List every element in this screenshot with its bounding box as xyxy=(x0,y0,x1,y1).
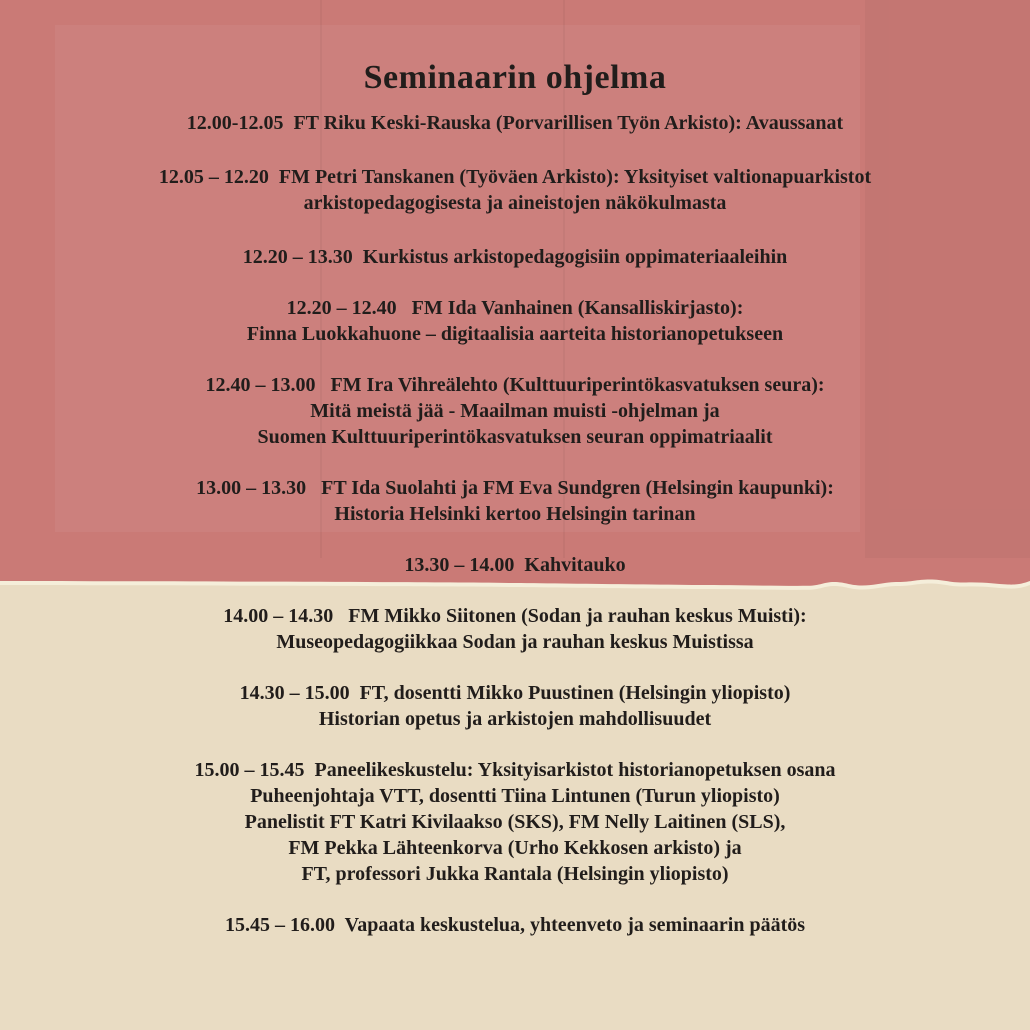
session-line: FM Pekka Lähteenkorva (Urho Kekkosen arkisto) ja xyxy=(288,837,742,859)
session-line: Historia Helsinki kertoo Helsingin tarinan xyxy=(334,503,696,525)
session-line: 12.05 – 12.20 FM Petri Tanskanen (Työväen Arkisto): Yksityiset valtionapuarkistot xyxy=(158,166,872,188)
session-line: Puheenjohtaja VTT, dosentti Tiina Lintunen (Turun yliopisto) xyxy=(250,785,780,807)
session-line: Historian opetus ja arkistojen mahdollisuudet xyxy=(318,708,712,730)
session-line: Panelistit FT Katri Kivilaakso (SKS), FM Nelly Laitinen (SLS), xyxy=(244,811,786,833)
session-closing xyxy=(0,912,1030,938)
session-line: 12.20 – 12.40 FM Ida Vanhainen (Kansalliskirjasto): xyxy=(286,297,744,319)
session-line: 13.00 – 13.30 FT Ida Suolahti ja FM Eva Sundgren (Helsingin kaupunki): xyxy=(196,477,834,499)
session-opening xyxy=(0,110,1030,136)
session-vihrealehto xyxy=(0,372,1030,450)
session-vanhainen xyxy=(0,295,1030,347)
session-line: 14.30 – 15.00 FT, dosentti Mikko Puustinen (Helsingin yliopisto) xyxy=(239,682,791,704)
session-line: 15.45 – 16.00 Vapaata keskustelua, yhteenveto ja seminaarin päätös xyxy=(224,914,806,936)
session-line: 12.00-12.05 FT Riku Keski-Rauska (Porvarillisen Työn Arkisto): Avaussanat xyxy=(186,112,844,134)
session-line: 13.30 – 14.00 Kahvitauko xyxy=(404,554,626,576)
session-kurkistus xyxy=(0,244,1030,270)
session-tanskanen xyxy=(0,164,1030,216)
session-line: Mitä meistä jää - Maailman muisti -ohjelman ja xyxy=(310,400,720,422)
session-line: Suomen Kulttuuriperintökasvatuksen seuran oppimatriaalit xyxy=(257,426,773,448)
session-siitonen xyxy=(0,603,1030,655)
session-line: Finna Luokkahuone – digitaalisia aarteita historianopetukseen xyxy=(246,323,784,345)
session-puustinen xyxy=(0,680,1030,732)
session-panel-discussion xyxy=(0,757,1030,887)
session-line: 12.40 – 13.00 FM Ira Vihreälehto (Kulttuuriperintökasvatuksen seura): xyxy=(205,374,825,396)
session-suolahti-sundgren xyxy=(0,475,1030,527)
session-line: 15.00 – 15.45 Paneelikeskustelu: Yksityisarkistot historianopetuksen osana xyxy=(194,759,836,781)
page-title: Seminaarin ohjelma xyxy=(363,59,667,96)
session-line: arkistopedagogisesta ja aineistojen näkökulmasta xyxy=(303,192,727,214)
session-coffee-break xyxy=(0,552,1030,578)
session-line: Museopedagogiikkaa Sodan ja rauhan keskus Muistissa xyxy=(276,631,754,653)
session-line: FT, professori Jukka Rantala (Helsingin yliopisto) xyxy=(301,863,729,885)
session-line: 14.00 – 14.30 FM Mikko Siitonen (Sodan ja rauhan keskus Muisti): xyxy=(223,605,807,627)
session-line: 12.20 – 13.30 Kurkistus arkistopedagogisiin oppimateriaaleihin xyxy=(242,246,788,268)
